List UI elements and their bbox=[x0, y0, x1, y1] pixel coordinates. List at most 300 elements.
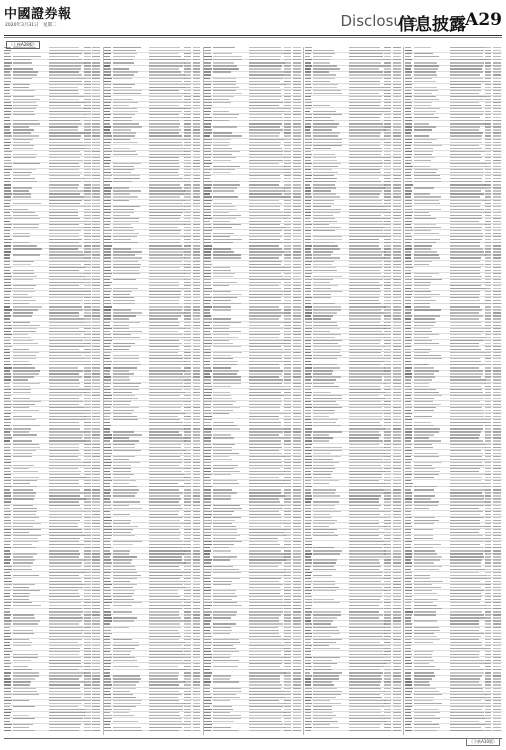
listing-row bbox=[4, 370, 101, 372]
listing-row bbox=[305, 157, 402, 159]
listing-row bbox=[405, 572, 502, 574]
listing-row bbox=[104, 139, 201, 141]
listing-row bbox=[204, 242, 301, 244]
listing-row bbox=[204, 694, 301, 696]
listing-row bbox=[405, 663, 502, 665]
listing-row bbox=[4, 730, 101, 732]
listing-row bbox=[405, 407, 502, 409]
listing-row bbox=[4, 627, 101, 629]
listing-row bbox=[4, 187, 101, 189]
listing-column bbox=[305, 47, 402, 735]
listing-row bbox=[104, 401, 201, 403]
listing-row bbox=[305, 645, 402, 647]
listing-row bbox=[405, 200, 502, 202]
listing-row bbox=[4, 212, 101, 214]
listing-row bbox=[104, 523, 201, 525]
listing-row bbox=[405, 145, 502, 147]
listing-row bbox=[305, 517, 402, 519]
listing-row bbox=[104, 407, 201, 409]
listing-row bbox=[104, 322, 201, 324]
listing-row bbox=[305, 315, 402, 317]
listing-row bbox=[4, 102, 101, 104]
listing-row bbox=[405, 126, 502, 128]
listing-row bbox=[405, 322, 502, 324]
listing-row bbox=[104, 102, 201, 104]
listing-row bbox=[305, 547, 402, 549]
listing-row bbox=[204, 151, 301, 153]
listing-row bbox=[4, 59, 101, 61]
listing-row bbox=[104, 370, 201, 372]
listing-row bbox=[104, 352, 201, 354]
listing-row bbox=[4, 358, 101, 360]
listing-column bbox=[104, 47, 201, 735]
listing-row bbox=[305, 358, 402, 360]
listing-row bbox=[305, 340, 402, 342]
listing-row bbox=[104, 78, 201, 80]
listing-row bbox=[405, 517, 502, 519]
listing-row bbox=[104, 132, 201, 134]
listing-row bbox=[305, 224, 402, 226]
listing-row bbox=[4, 200, 101, 202]
listing-row bbox=[204, 193, 301, 195]
listing-row bbox=[4, 700, 101, 702]
listing-row bbox=[4, 254, 101, 256]
listing-row bbox=[305, 596, 402, 598]
listing-row bbox=[104, 303, 201, 305]
listing-row bbox=[204, 645, 301, 647]
listing-row bbox=[4, 474, 101, 476]
listing-row bbox=[305, 65, 402, 67]
listing-row bbox=[4, 639, 101, 641]
listing-row bbox=[305, 297, 402, 299]
listing-row bbox=[4, 407, 101, 409]
listing-row bbox=[104, 590, 201, 592]
listing-row bbox=[4, 315, 101, 317]
listing-row bbox=[305, 139, 402, 141]
listing-row bbox=[4, 108, 101, 110]
listing-row bbox=[104, 120, 201, 122]
listing-row bbox=[405, 553, 502, 555]
listing-row bbox=[204, 468, 301, 470]
listing-row bbox=[104, 267, 201, 269]
listing-row bbox=[405, 90, 502, 92]
listing-row bbox=[104, 627, 201, 629]
listing-row bbox=[405, 261, 502, 263]
listing-row bbox=[405, 627, 502, 629]
listing-row bbox=[204, 492, 301, 494]
listing-row bbox=[405, 688, 502, 690]
listing-row bbox=[405, 328, 502, 330]
listing-row bbox=[204, 175, 301, 177]
listing-row bbox=[4, 645, 101, 647]
listing-row bbox=[405, 175, 502, 177]
listing-row bbox=[405, 706, 502, 708]
newspaper-logo: 中國證券報 bbox=[4, 7, 72, 22]
listing-row bbox=[305, 132, 402, 134]
listing-row bbox=[4, 620, 101, 622]
listing-row bbox=[104, 480, 201, 482]
listing-row bbox=[405, 541, 502, 543]
listing-row bbox=[204, 541, 301, 543]
section-name-cn: 信息披露 bbox=[398, 15, 466, 35]
listing-row bbox=[4, 566, 101, 568]
listing-row bbox=[204, 114, 301, 116]
listing-row bbox=[204, 395, 301, 397]
listing-row bbox=[305, 511, 402, 513]
listing-row bbox=[305, 584, 402, 586]
listing-row bbox=[405, 120, 502, 122]
listing-row bbox=[305, 498, 402, 500]
listing-row bbox=[4, 322, 101, 324]
listing-row bbox=[4, 157, 101, 159]
listing-row bbox=[405, 389, 502, 391]
listing-row bbox=[204, 456, 301, 458]
listing-row bbox=[104, 474, 201, 476]
listing-row bbox=[104, 712, 201, 714]
listing-row bbox=[305, 193, 402, 195]
listing-row bbox=[104, 553, 201, 555]
listing-row bbox=[305, 578, 402, 580]
listing-row bbox=[204, 96, 301, 98]
listing-row bbox=[4, 175, 101, 177]
listing-row bbox=[305, 675, 402, 677]
listing-row bbox=[405, 59, 502, 61]
listing-row bbox=[204, 596, 301, 598]
listing-row bbox=[305, 700, 402, 702]
listing-row bbox=[405, 370, 502, 372]
listing-row bbox=[305, 346, 402, 348]
listing-row bbox=[104, 572, 201, 574]
listing-row bbox=[405, 334, 502, 336]
listing-row bbox=[204, 364, 301, 366]
listing-row bbox=[305, 523, 402, 525]
listing-row bbox=[204, 706, 301, 708]
listing-row bbox=[4, 261, 101, 263]
listing-row bbox=[305, 730, 402, 732]
listing-row bbox=[405, 273, 502, 275]
weekday: 星期二 bbox=[42, 23, 57, 28]
listing-row bbox=[204, 59, 301, 61]
listing-row bbox=[104, 114, 201, 116]
listing-row bbox=[405, 151, 502, 153]
listing-row bbox=[405, 157, 502, 159]
listing-row bbox=[204, 206, 301, 208]
listing-row bbox=[405, 602, 502, 604]
listing-row bbox=[204, 657, 301, 659]
listing-row bbox=[204, 291, 301, 293]
listing-row bbox=[104, 364, 201, 366]
listing-row bbox=[104, 663, 201, 665]
listing-row bbox=[104, 315, 201, 317]
listing-row bbox=[405, 730, 502, 732]
listing-row bbox=[4, 267, 101, 269]
listing-row bbox=[305, 383, 402, 385]
listing-row bbox=[104, 126, 201, 128]
listing-row bbox=[204, 334, 301, 336]
listing-row bbox=[405, 492, 502, 494]
listing-row bbox=[405, 53, 502, 55]
listing-row bbox=[305, 651, 402, 653]
listing-row bbox=[405, 620, 502, 622]
listing-row bbox=[4, 181, 101, 183]
listing-row bbox=[204, 120, 301, 122]
listing-row bbox=[4, 132, 101, 134]
listing-row bbox=[104, 517, 201, 519]
listing-row bbox=[204, 431, 301, 433]
listing-row bbox=[4, 431, 101, 433]
listing-row bbox=[405, 267, 502, 269]
listing-row bbox=[305, 602, 402, 604]
listing-row bbox=[204, 230, 301, 232]
listing-row bbox=[204, 309, 301, 311]
listing-row bbox=[104, 645, 201, 647]
listing-row bbox=[4, 456, 101, 458]
listing-row bbox=[4, 608, 101, 610]
listing-row bbox=[204, 273, 301, 275]
listing-row bbox=[104, 224, 201, 226]
listing-row bbox=[204, 139, 301, 141]
listing-row bbox=[204, 383, 301, 385]
listing-row bbox=[104, 291, 201, 293]
listing-row bbox=[104, 596, 201, 598]
listing-row bbox=[405, 108, 502, 110]
listing-row bbox=[405, 529, 502, 531]
listing-row bbox=[104, 450, 201, 452]
listing-row bbox=[104, 59, 201, 61]
continued-to-tag: （下转A30版） bbox=[466, 738, 500, 746]
listing-row bbox=[405, 71, 502, 73]
listing-row bbox=[104, 273, 201, 275]
listing-row bbox=[305, 694, 402, 696]
listing-row bbox=[4, 248, 101, 250]
listing-row bbox=[305, 230, 402, 232]
listing-row bbox=[305, 401, 402, 403]
listing-row bbox=[4, 712, 101, 714]
listing-row bbox=[204, 651, 301, 653]
listing-row bbox=[204, 376, 301, 378]
listing-row bbox=[405, 285, 502, 287]
listing-row bbox=[104, 53, 201, 55]
listing-row bbox=[4, 706, 101, 708]
listing-row bbox=[305, 590, 402, 592]
listing-row bbox=[4, 584, 101, 586]
listing-row bbox=[204, 407, 301, 409]
listing-row bbox=[4, 151, 101, 153]
listing-row bbox=[305, 559, 402, 561]
listing-row bbox=[4, 273, 101, 275]
listing-row bbox=[104, 200, 201, 202]
listing-row bbox=[204, 218, 301, 220]
listing-row bbox=[4, 492, 101, 494]
listing-row bbox=[405, 212, 502, 214]
listing-row bbox=[204, 620, 301, 622]
listing-row bbox=[405, 84, 502, 86]
listing-row bbox=[305, 407, 402, 409]
listing-row bbox=[104, 175, 201, 177]
listing-row bbox=[305, 78, 402, 80]
listing-row bbox=[305, 370, 402, 372]
listing-row bbox=[405, 187, 502, 189]
listing-row bbox=[405, 559, 502, 561]
listing-row bbox=[104, 309, 201, 311]
listing-row bbox=[405, 444, 502, 446]
listing-row bbox=[104, 688, 201, 690]
listing-row bbox=[104, 334, 201, 336]
listing-row bbox=[204, 303, 301, 305]
listing-row bbox=[204, 627, 301, 629]
listing-row bbox=[4, 517, 101, 519]
listing-row bbox=[4, 675, 101, 677]
listing-row bbox=[305, 706, 402, 708]
listing-row bbox=[204, 572, 301, 574]
listing-row bbox=[4, 663, 101, 665]
listing-row bbox=[405, 578, 502, 580]
listing-row bbox=[204, 566, 301, 568]
listing-row bbox=[405, 675, 502, 677]
listing-row bbox=[204, 535, 301, 537]
listing-row bbox=[305, 480, 402, 482]
listing-row bbox=[405, 248, 502, 250]
listing-row bbox=[405, 413, 502, 415]
listing-row bbox=[305, 309, 402, 311]
listing-row bbox=[104, 187, 201, 189]
listing-row bbox=[4, 279, 101, 281]
listing-row bbox=[405, 535, 502, 537]
listing-row bbox=[204, 730, 301, 732]
listing-row bbox=[305, 456, 402, 458]
listing-row bbox=[305, 96, 402, 98]
listing-row bbox=[305, 486, 402, 488]
listing-row bbox=[305, 474, 402, 476]
listing-row bbox=[4, 718, 101, 720]
listing-row bbox=[405, 352, 502, 354]
listing-row bbox=[104, 254, 201, 256]
listing-row bbox=[204, 90, 301, 92]
listing-row bbox=[305, 724, 402, 726]
listing-row bbox=[4, 78, 101, 80]
listing-row bbox=[4, 230, 101, 232]
listing-row bbox=[305, 541, 402, 543]
listing-row bbox=[204, 71, 301, 73]
listing-row bbox=[204, 108, 301, 110]
listing-row bbox=[204, 675, 301, 677]
listing-row bbox=[104, 578, 201, 580]
listing-row bbox=[204, 553, 301, 555]
listing-row bbox=[305, 614, 402, 616]
column-separator bbox=[303, 47, 304, 735]
listing-row bbox=[305, 389, 402, 391]
listing-row bbox=[305, 663, 402, 665]
listing-row bbox=[4, 681, 101, 683]
listing-row bbox=[104, 681, 201, 683]
listing-row bbox=[4, 395, 101, 397]
listing-row bbox=[104, 261, 201, 263]
listing-row bbox=[405, 254, 502, 256]
listing-row bbox=[405, 206, 502, 208]
listing-row bbox=[4, 193, 101, 195]
listing-row bbox=[4, 139, 101, 141]
listing-row bbox=[104, 358, 201, 360]
listing-row bbox=[305, 712, 402, 714]
listing-row bbox=[4, 236, 101, 238]
listing-row bbox=[305, 187, 402, 189]
listing-row bbox=[405, 297, 502, 299]
listing-row bbox=[4, 480, 101, 482]
listing-row bbox=[104, 730, 201, 732]
issue-date: 2020年3月31日 bbox=[5, 23, 39, 28]
listing-row bbox=[104, 242, 201, 244]
listing-row bbox=[305, 419, 402, 421]
listing-row bbox=[405, 437, 502, 439]
listing-row bbox=[405, 614, 502, 616]
listing-row bbox=[104, 511, 201, 513]
listing-row bbox=[405, 102, 502, 104]
listing-row bbox=[4, 53, 101, 55]
listing-row bbox=[104, 297, 201, 299]
listing-row bbox=[104, 608, 201, 610]
listing-row bbox=[4, 419, 101, 421]
listing-row bbox=[305, 120, 402, 122]
listing-row bbox=[104, 157, 201, 159]
listing-row bbox=[305, 303, 402, 305]
listing-row bbox=[405, 547, 502, 549]
listing-row bbox=[405, 96, 502, 98]
listing-row bbox=[204, 53, 301, 55]
listing-row bbox=[4, 535, 101, 537]
listing-row bbox=[405, 639, 502, 641]
listing-row bbox=[305, 151, 402, 153]
listing-row bbox=[4, 498, 101, 500]
listing-row bbox=[405, 511, 502, 513]
listing-row bbox=[204, 700, 301, 702]
listing-row bbox=[4, 462, 101, 464]
listing-row bbox=[4, 669, 101, 671]
listing-row bbox=[104, 108, 201, 110]
listing-row bbox=[104, 383, 201, 385]
listing-row bbox=[104, 65, 201, 67]
listing-row bbox=[104, 193, 201, 195]
listing-row bbox=[405, 139, 502, 141]
listing-row bbox=[104, 456, 201, 458]
listing-row bbox=[305, 364, 402, 366]
listing-row bbox=[405, 633, 502, 635]
listing-column bbox=[4, 47, 101, 735]
listing-row bbox=[305, 206, 402, 208]
listing-row bbox=[305, 175, 402, 177]
listing-row bbox=[4, 444, 101, 446]
listing-row bbox=[4, 334, 101, 336]
listing-row bbox=[204, 145, 301, 147]
listing-row bbox=[405, 383, 502, 385]
listing-row bbox=[204, 340, 301, 342]
listing-row bbox=[4, 145, 101, 147]
listing-row bbox=[4, 114, 101, 116]
listing-row bbox=[305, 248, 402, 250]
listing-row bbox=[305, 639, 402, 641]
listing-row bbox=[4, 724, 101, 726]
listing-row bbox=[305, 267, 402, 269]
listing-row bbox=[305, 126, 402, 128]
listing-row bbox=[4, 401, 101, 403]
listing-row bbox=[405, 608, 502, 610]
listing-row bbox=[305, 688, 402, 690]
listing-row bbox=[204, 401, 301, 403]
listing-row bbox=[305, 84, 402, 86]
listing-row bbox=[104, 657, 201, 659]
header-rule bbox=[4, 35, 502, 36]
listing-row bbox=[4, 523, 101, 525]
listing-row bbox=[305, 620, 402, 622]
